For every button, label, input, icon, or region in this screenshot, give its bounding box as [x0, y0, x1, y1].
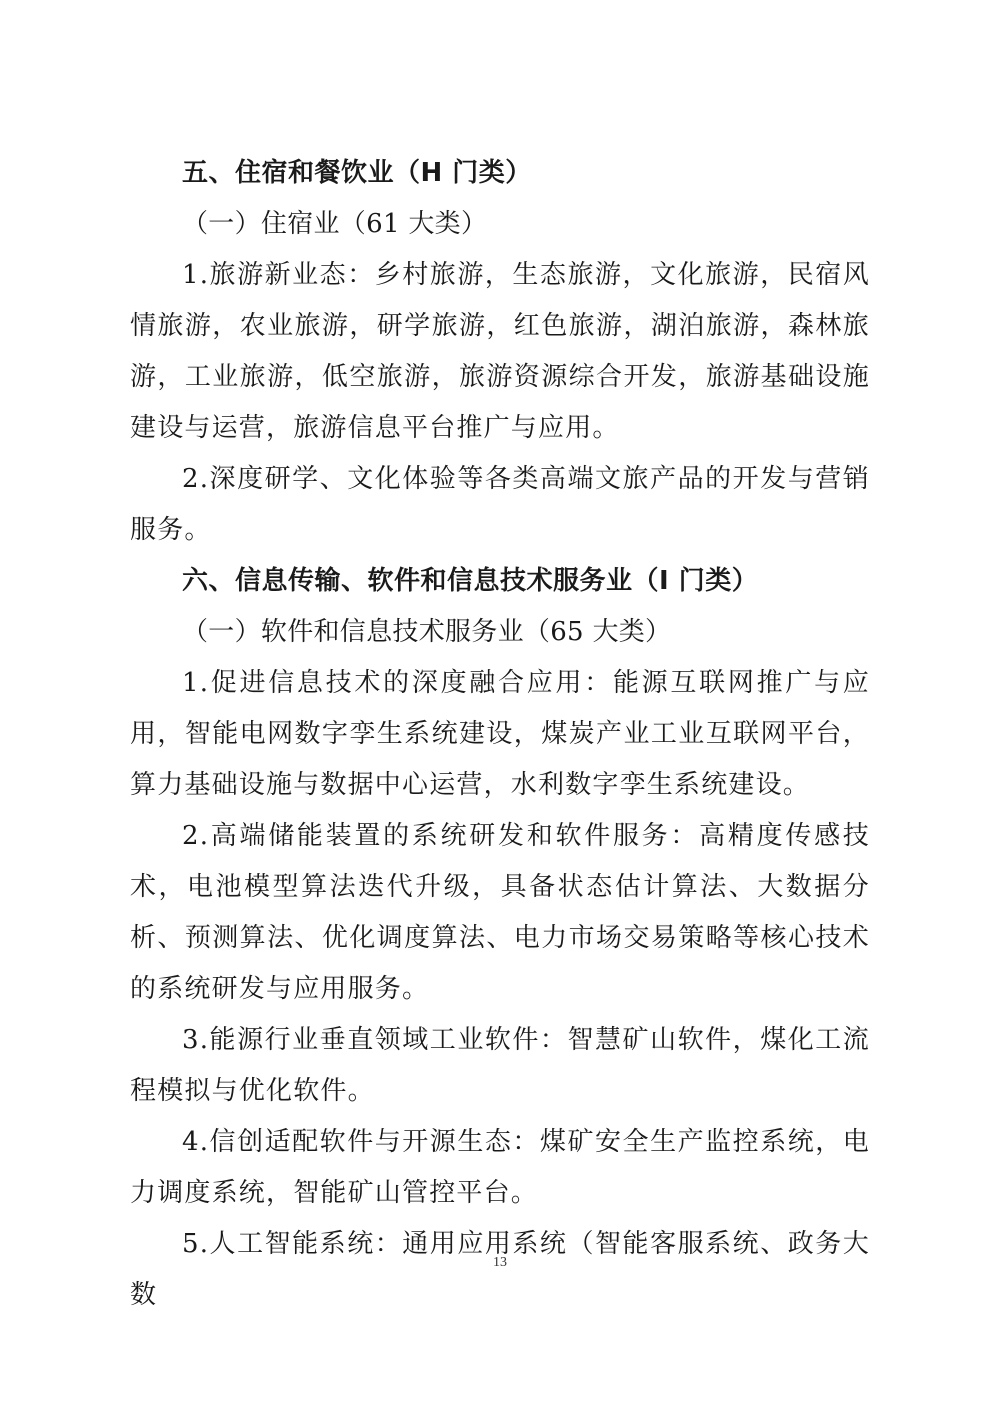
paragraph-cultural-tourism-products: 2.深度研学、文化体验等各类高端文旅产品的开发与营销服务。 — [130, 464, 870, 545]
paragraph-tourism-new-formats: 1.旅游新业态：乡村旅游，生态旅游，文化旅游，民宿风情旅游，农业旅游，研学旅游，红色旅游，湖泊旅游，森林旅游，工业旅游，低空旅游，旅游资源综合开发，旅游基础设施建设与运营，旅游信息平台推广与应用。 — [130, 260, 870, 443]
document-body — [130, 148, 870, 1321]
section-6-subheading-software: （一）软件和信息技术服务业（65 大类） — [182, 617, 672, 647]
section-5-subheading-accommodation: （一）住宿业（61 大类） — [182, 209, 488, 239]
paragraph-xinchuang-software: 4.信创适配软件与开源生态：煤矿安全生产监控系统，电力调度系统，智能矿山管控平台。 — [130, 1127, 870, 1208]
section-6-heading: 六、信息传输、软件和信息技术服务业（I 门类） — [182, 566, 759, 596]
paragraph-industrial-software: 3.能源行业垂直领域工业软件：智慧矿山软件，煤化工流程模拟与优化软件。 — [130, 1025, 870, 1106]
paragraph-ai-systems: 5.人工智能系统：通用应用系统（智能客服系统、政务大数 — [130, 1229, 870, 1310]
paragraph-energy-storage-software: 2.高端储能装置的系统研发和软件服务：高精度传感技术，电池模型算法迭代升级，具备状态估计算法、大数据分析、预测算法、优化调度算法、电力市场交易策略等核心技术的系统研发与应用服务。 — [130, 821, 870, 1004]
page-number: 13 — [493, 1255, 507, 1270]
paragraph-it-integration: 1.促进信息技术的深度融合应用：能源互联网推广与应用，智能电网数字孪生系统建设，煤炭产业工业互联网平台，算力基础设施与数据中心运营，水利数字孪生系统建设。 — [130, 668, 870, 800]
section-5-heading: 五、住宿和餐饮业（H 门类） — [182, 158, 532, 188]
